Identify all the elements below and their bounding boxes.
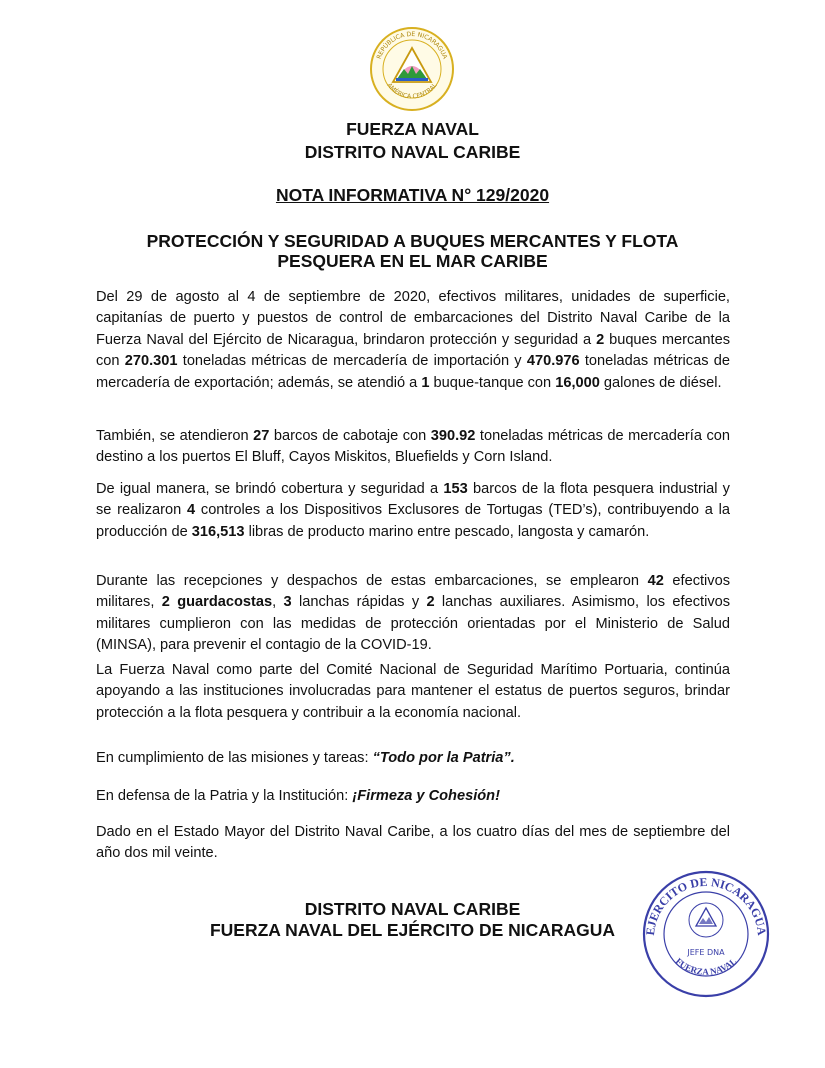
paragraph-text: libras de producto marino entre pescado, langosta y camarón. <box>244 523 650 540</box>
signature-line-1: DISTRITO NAVAL CARIBE <box>304 899 521 919</box>
paragraph-text: La Fuerza Naval como parte del Comité Nacional de Seguridad Marítimo Portuaria, continúa apoyando a las instituciones involucradas para mantener el estatus de puertos seguros, brindar protección a la flota pesquera y contribuir a la economía nacional. <box>96 662 730 721</box>
svg-text:EJERCITO DE NICARAGUA <box>643 875 769 937</box>
bold-figure: guardacostas <box>177 594 273 611</box>
paragraph-text: barcos de cabotaje con <box>269 428 431 444</box>
emblem-top-text: REPÚBLICA DE NICARAGUA <box>375 30 449 61</box>
paragraph-5 <box>96 660 730 724</box>
bold-figure: 42 <box>647 573 664 589</box>
mision-prefix: En cumplimiento de las misiones y tareas: <box>96 750 373 766</box>
coat-of-arms-emblem <box>369 26 455 112</box>
bold-figure: 316,513 <box>191 523 245 540</box>
signature-line-2: FUERZA NAVAL DEL EJÉRCITO DE NICARAGUA <box>209 920 616 940</box>
mision-motto: “Todo por la Patria”. <box>372 750 515 766</box>
paragraph-text: efectivos militares, <box>96 573 730 611</box>
paragraph-text: toneladas métricas de mercadería con destino a los puertos El Bluff, Cayos Miskitos, Bluefields y Corn Island. <box>96 428 731 466</box>
official-stamp <box>640 868 772 1000</box>
bold-figure: 2 <box>161 594 170 611</box>
mision-line <box>96 748 730 769</box>
defensa-motto: ¡Firmeza y Cohesión! <box>352 788 500 804</box>
defensa-line <box>96 786 730 807</box>
paragraph-text: buques mercantes con <box>96 331 730 370</box>
paragraph-text: lanchas auxiliares. Asimismo, los efectivos militares cumplieron con las medidas de protección orientadas por el Ministerio de Salud (MINSA), para prevenir el contagio de la COVID-19. <box>96 594 731 654</box>
defensa-prefix: En defensa de la Patria y la Institución: <box>96 788 353 804</box>
paragraph-text: También, se atendieron <box>96 428 254 444</box>
paragraph-2 <box>96 426 730 469</box>
paragraph-text: galones de diésel. <box>599 374 722 391</box>
paragraph-text: buque-tanque con <box>429 374 556 391</box>
stamp-top-text: EJERCITO DE NICARAGUA <box>642 874 770 937</box>
bold-figure: 1 <box>421 374 430 391</box>
bold-figure: 2 <box>596 331 605 348</box>
bold-figure: 16,000 <box>555 374 600 391</box>
dado-paragraph: Dado en el Estado Mayor del Distrito Naval Caribe, a los cuatro días del mes de septiembre del año dos mil veinte. <box>96 824 730 862</box>
paragraph-text: lanchas rápidas y <box>291 594 427 611</box>
paragraph-text: controles a los Dispositivos Exclusores de Tortugas (TED’s), contribuyendo a la producción de <box>96 502 731 540</box>
paragraph-text: toneladas métricas de mercadería de exportación; además, se atendió a <box>96 353 730 391</box>
bold-figure: 470.976 <box>526 353 580 370</box>
paragraph-text: Del 29 de agosto al 4 de septiembre de 2020, efectivos militares, unidades de superficie, capitanías de puerto y puestos de control de embarcaciones del Distrito Naval Caribe de la Fuerza Naval del Ejército de Nicaragua, brindaron protección y seguridad a <box>96 289 730 348</box>
bold-figure: 390.92 <box>430 428 476 444</box>
bold-figure: 27 <box>253 428 270 444</box>
emblem-bottom-text: AMÉRICA CENTRAL <box>385 81 439 101</box>
document-title-line-1: PROTECCIÓN Y SEGURIDAD A BUQUES MERCANTES Y FLOTA <box>146 231 679 251</box>
paragraph-text: barcos de la flota pesquera industrial y se realizaron <box>96 481 730 519</box>
stamp-bottom-text: FUERZA NAVAL <box>673 955 739 977</box>
header-line-1: FUERZA NAVAL <box>346 119 479 139</box>
header-line-2: DISTRITO NAVAL CARIBE <box>304 142 521 162</box>
paragraph-text: , <box>272 594 284 611</box>
document-title-line-2: PESQUERA EN EL MAR CARIBE <box>277 251 548 271</box>
paragraph-text: toneladas métricas de mercadería de importación y <box>177 353 527 370</box>
nota-informativa-title: NOTA INFORMATIVA N° 129/2020 <box>275 185 550 205</box>
paragraph-4 <box>96 571 730 657</box>
bold-figure: 4 <box>187 502 196 519</box>
bold-figure: 153 <box>443 481 468 497</box>
paragraph-text: Durante las recepciones y despachos de estas embarcaciones, se emplearon <box>96 573 648 589</box>
paragraph-3 <box>96 479 730 543</box>
paragraph-1 <box>96 287 730 394</box>
bold-figure: 270.301 <box>124 353 178 370</box>
bold-figure: 3 <box>283 594 292 611</box>
svg-text:FUERZA NAVAL <box>674 956 739 977</box>
paragraph-text: De igual manera, se brindó cobertura y seguridad a <box>96 481 444 497</box>
stamp-center-text: JEFE DNA <box>687 948 725 957</box>
bold-figure: 2 <box>426 594 435 611</box>
